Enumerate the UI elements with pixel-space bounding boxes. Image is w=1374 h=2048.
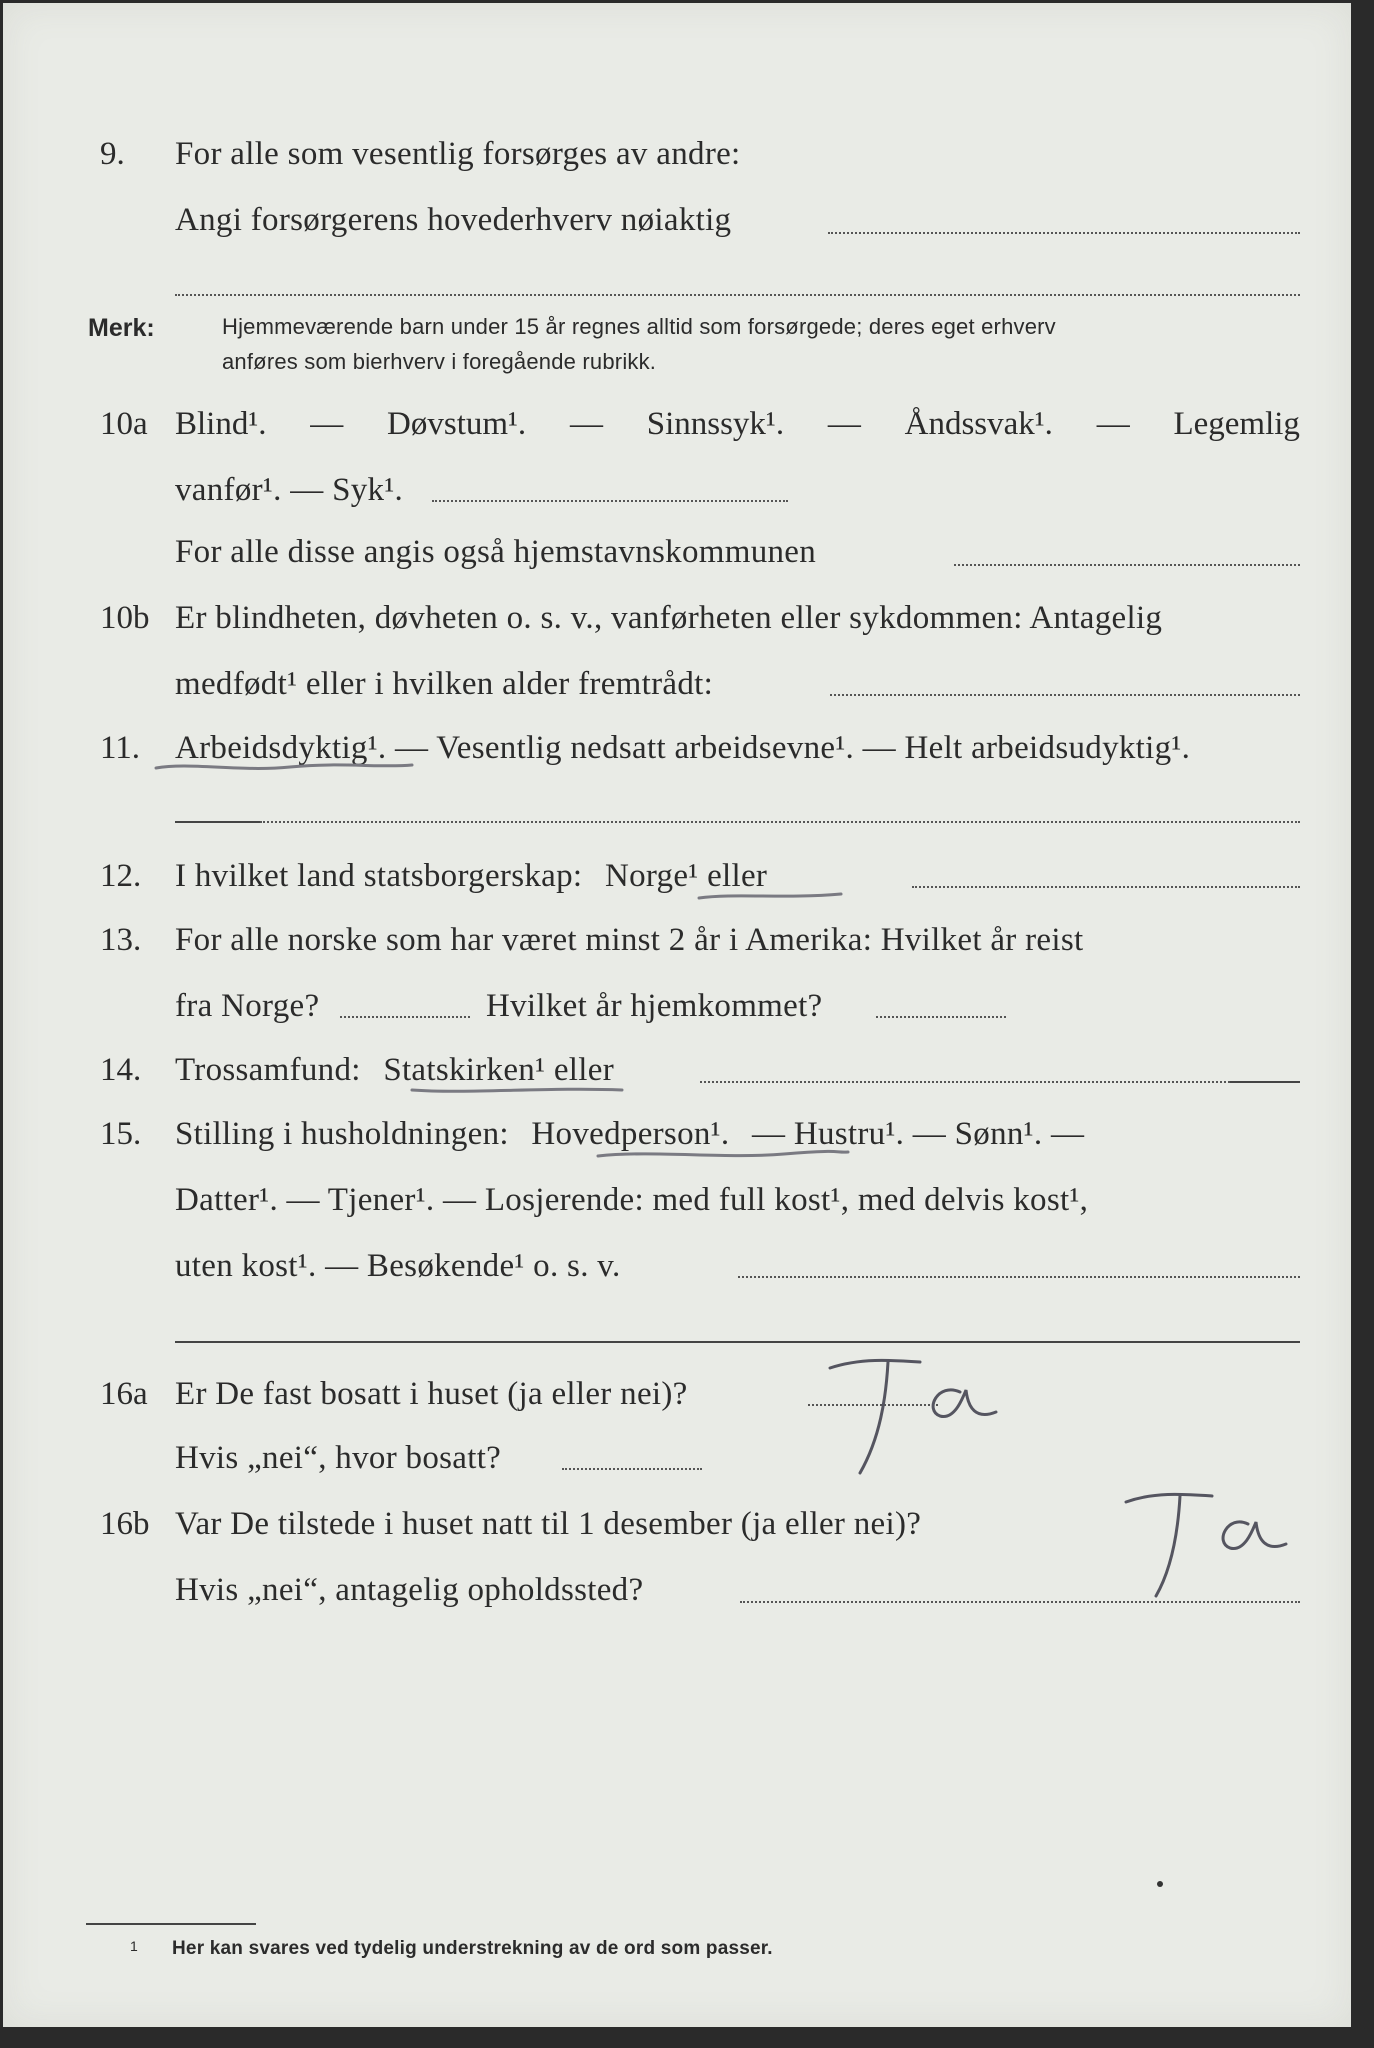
answer-line-q10a-hjemstavn[interactable]: [954, 564, 1300, 566]
option-dovstum[interactable]: Døvstum¹.: [387, 406, 527, 442]
question-label: I hvilket land statsborgerskap:: [175, 858, 583, 894]
question-text: For alle norske som har været minst 2 år i Amerika: Hvilket år reist: [175, 922, 1084, 958]
answer-line-q13-hjemkommet[interactable]: [876, 1016, 1006, 1018]
question-text: [175, 858, 767, 895]
option-statskirken-selected[interactable]: Statskirken¹: [383, 1052, 546, 1088]
question-text: Hvis „nei“, antagelig opholdssted?: [175, 1572, 644, 1608]
answer-line-q9-extra[interactable]: [175, 294, 1300, 296]
question-text-rest: — Hustru¹. — Sønn¹. —: [752, 1116, 1085, 1152]
rule-short: [175, 821, 260, 823]
question-text: Hvis „nei“, hvor bosatt?: [175, 1440, 502, 1476]
note-text: Hjemmeværende barn under 15 år regnes alltid som forsørgede; deres eget erhverv: [222, 314, 1056, 339]
question-text: Er De fast bosatt i huset (ja eller nei)?: [175, 1376, 688, 1412]
question-number: 10a: [100, 406, 148, 442]
question-label: Trossamfund:: [175, 1052, 361, 1088]
answer-line-q15[interactable]: [738, 1276, 1300, 1278]
question-text: For alle disse angis også hjemstavnskommunen: [175, 534, 817, 570]
footnote-text: Her kan svares ved tydelig understrekning av de ord som passer.: [172, 1938, 773, 1959]
answer-line-q14[interactable]: [700, 1081, 1230, 1083]
pencil-underline-arbeidsdyktig: [150, 756, 420, 776]
question-text: medfødt¹ eller i hvilken alder fremtrådt:: [175, 666, 714, 702]
answer-line-q10a[interactable]: [432, 500, 788, 502]
answer-line-q9[interactable]: [828, 232, 1300, 234]
question-number: 12.: [100, 858, 142, 894]
option-blind[interactable]: Blind¹.: [175, 406, 267, 442]
option-legemlig[interactable]: Legemlig: [1173, 406, 1300, 442]
dash: —: [310, 406, 344, 442]
question-text: Datter¹. — Tjener¹. — Losjerende: med full kost¹, med delvis kost¹,: [175, 1182, 1089, 1218]
answer-line-q10b[interactable]: [830, 694, 1300, 696]
question-number: 15.: [100, 1116, 142, 1152]
question-label: Stilling i husholdningen:: [175, 1116, 509, 1152]
dash: —: [1096, 406, 1130, 442]
question-number: 16b: [100, 1506, 150, 1542]
section-divider: [175, 1341, 1300, 1343]
footnote-rule: [86, 1923, 256, 1925]
pencil-underline-statskirken: [408, 1080, 628, 1100]
question-text-rest: — Vesentlig nedsatt arbeidsevne¹. — Helt arbeidsudyktig¹.: [395, 730, 1191, 766]
question-text: Er blindheten, døvheten o. s. v., vanførheten eller sykdommen: Antagelig: [175, 600, 1163, 636]
question-number: 14.: [100, 1052, 142, 1088]
option-andssvak[interactable]: Åndssvak¹.: [904, 406, 1053, 442]
question-text: For alle som vesentlig forsørges av andre:: [175, 136, 741, 172]
suffix: eller: [707, 858, 768, 894]
dash: —: [569, 406, 603, 442]
question-number: 11.: [100, 730, 141, 766]
question-number: 10b: [100, 600, 150, 636]
question-text: Var De tilstede i huset natt til 1 desember (ja eller nei)?: [175, 1506, 922, 1542]
note-text: anføres som bierhverv i foregående rubrikk.: [222, 349, 657, 374]
footnote-marker: 1: [130, 1938, 138, 1954]
pencil-underline-norge: [695, 886, 845, 906]
dash: —: [827, 406, 861, 442]
option-hovedperson-selected[interactable]: Hovedperson¹.: [531, 1116, 730, 1152]
question-number: 16a: [100, 1376, 148, 1412]
suffix: eller: [553, 1052, 614, 1088]
handwritten-answer-16a: [820, 1348, 1010, 1478]
question-text-right: Hvilket år hjemkommet?: [486, 988, 823, 1024]
rule-short: [1230, 1081, 1300, 1083]
answer-line-q13-reist[interactable]: [340, 1016, 470, 1018]
question-text: uten kost¹. — Besøkende¹ o. s. v.: [175, 1248, 621, 1284]
note-label: Merk:: [88, 314, 155, 342]
ink-speck: [1157, 1881, 1163, 1887]
answer-line-q11[interactable]: [260, 821, 1300, 823]
answer-line-q16a-bosatt[interactable]: [562, 1468, 702, 1470]
question-text: Angi forsørgerens hovederhverv nøiaktig: [175, 202, 732, 238]
question-text-left: fra Norge?: [175, 988, 320, 1024]
option-arbeidsdyktig-selected[interactable]: Arbeidsdyktig¹.: [175, 730, 387, 766]
answer-line-q12[interactable]: [912, 886, 1300, 888]
question-number: 13.: [100, 922, 142, 958]
question-text: vanfør¹. — Syk¹.: [175, 472, 404, 508]
pencil-underline-hovedperson: [594, 1144, 854, 1164]
option-sinnssyk[interactable]: Sinnssyk¹.: [646, 406, 785, 442]
question-number: 9.: [100, 136, 125, 172]
option-norge-selected[interactable]: Norge¹: [604, 858, 699, 894]
question-options: [175, 406, 1300, 443]
handwritten-answer-16b: [1120, 1484, 1300, 1604]
